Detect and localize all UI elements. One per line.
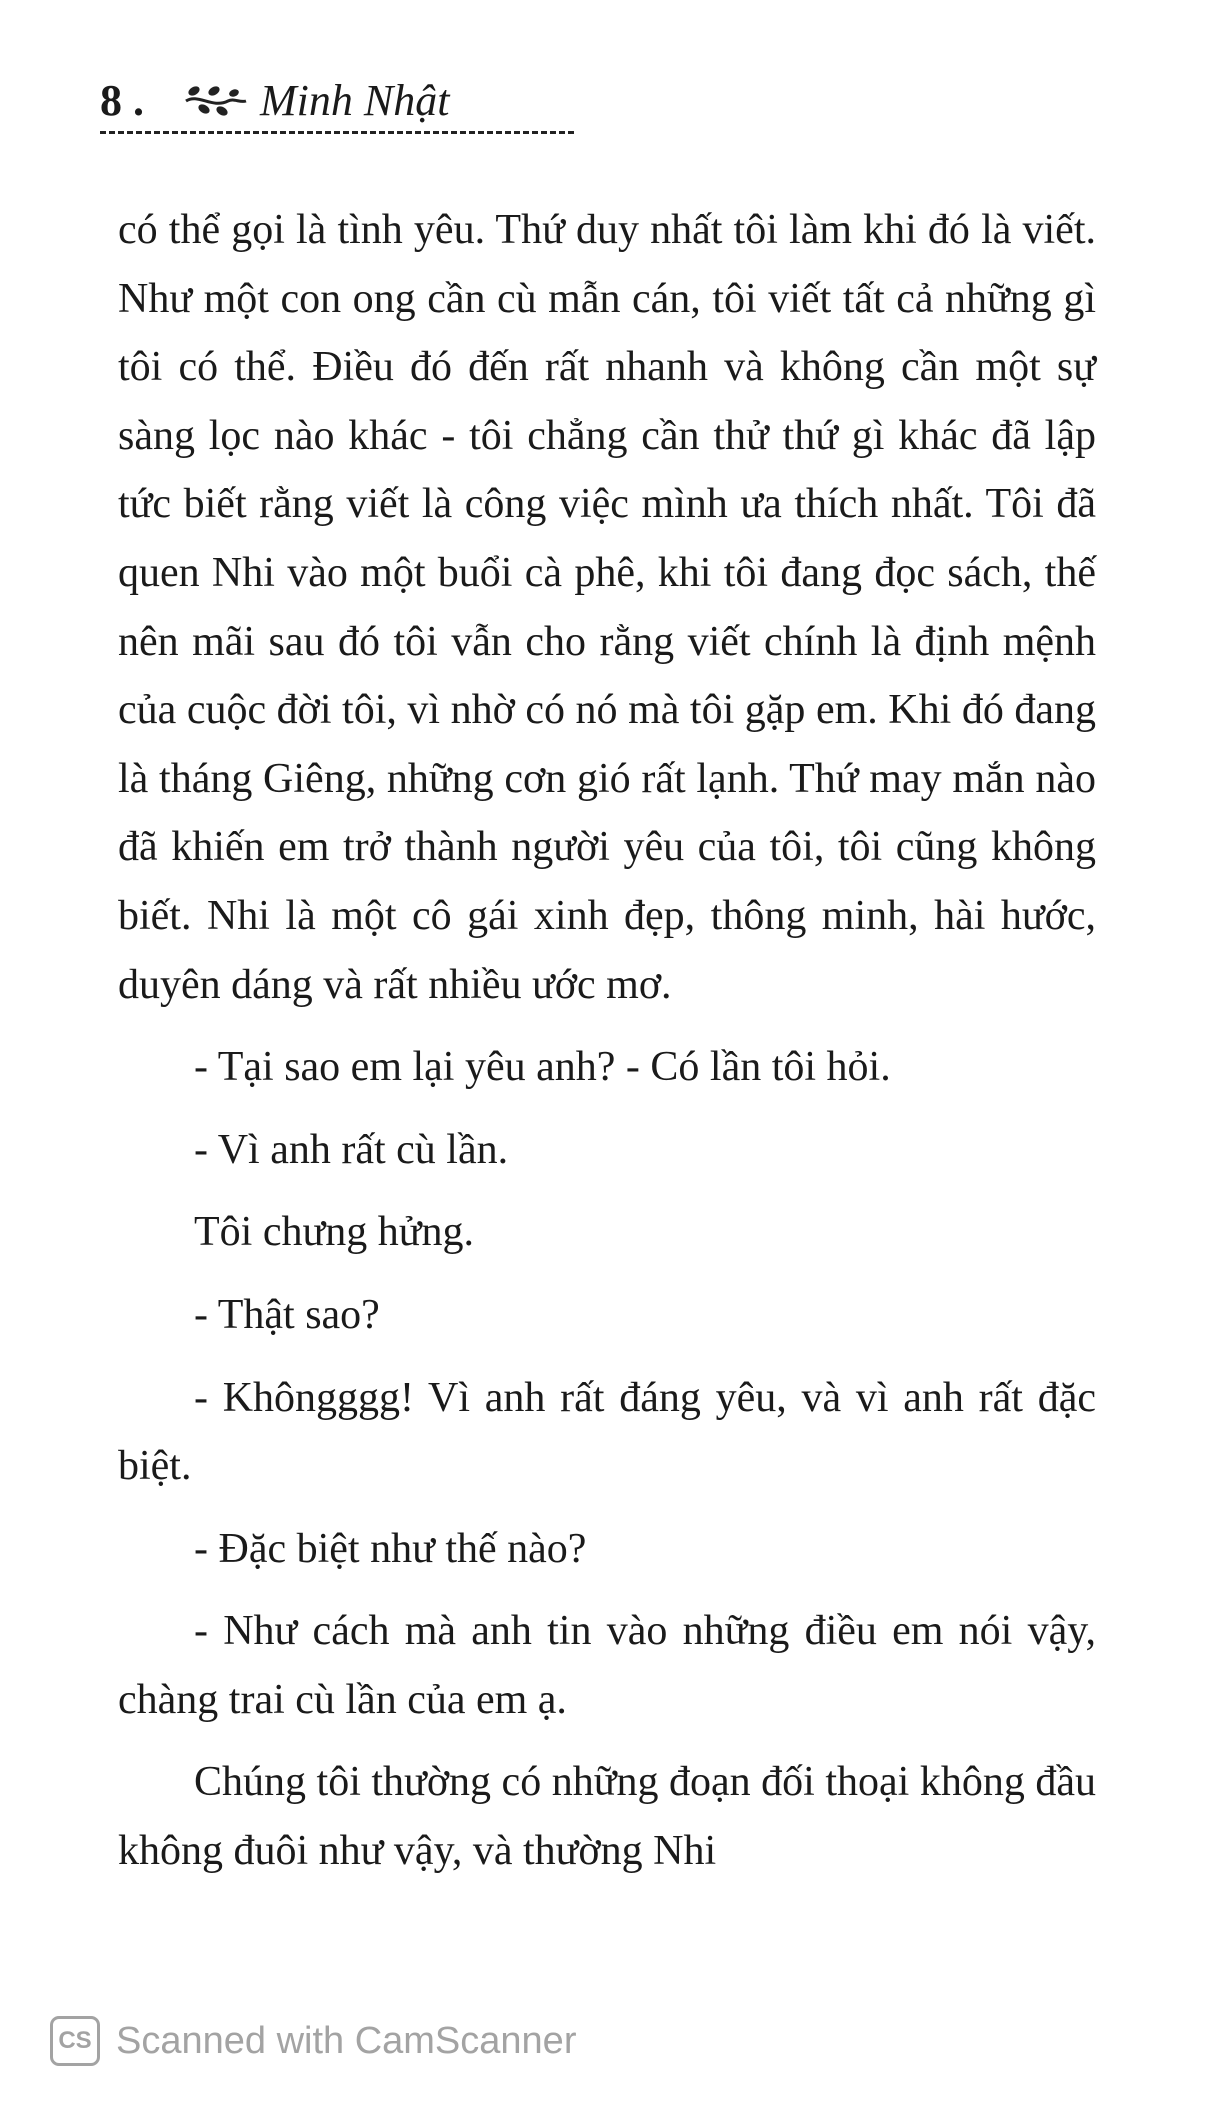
leaf-ornament-icon	[182, 79, 248, 123]
paragraph: có thể gọi là tình yêu. Thứ duy nhất tôi làm khi đó là viết. Như một con ong cần cù mẫn cán, tôi viết tất cả những gì tôi có thể. Điều đó đến rất nhanh và không cần một sự sàng lọc nào khác - tôi chẳng cần thử thứ gì khác đã lập tức biết rằng viết là công việc mình ưa thích nhất. Tôi đã quen Nhi vào một buổi cà phê, khi tôi đang đọc sách, thế nên mãi sau đó tôi vẫn cho rằng viết chính là định mệnh của cuộc đời tôi, vì nhờ có nó mà tôi gặp em. Khi đó đang là tháng Giêng, những cơn gió rất lạnh. Thứ may mắn nào đã khiến em trở thành người yêu của tôi, tôi cũng không biết. Nhi là một cô gái xinh đẹp, thông minh, hài hước, duyên dáng và rất nhiều ước mơ.	[118, 207, 1096, 1008]
author-name: Minh Nhật	[260, 76, 450, 125]
running-header	[100, 70, 574, 134]
paragraph: Tôi chưng hửng.	[194, 1209, 474, 1256]
dialogue-line: - Khôngggg! Vì anh rất đáng yêu, và vì anh rất đặc biệt.	[118, 1374, 1096, 1490]
dialogue-line: - Thật sao?	[194, 1291, 380, 1338]
dialogue-line: - Vì anh rất cù lần.	[194, 1126, 509, 1173]
camscanner-logo-icon: CS	[50, 2016, 100, 2066]
paragraph: Chúng tôi thường có những đoạn đối thoại không đầu không đuôi như vậy, và thường Nhi	[118, 1759, 1096, 1875]
dialogue-line: - Đặc biệt như thế nào?	[194, 1525, 587, 1572]
dialogue-line: - Tại sao em lại yêu anh? - Có lần tôi hỏi.	[194, 1044, 891, 1091]
dialogue-line: - Như cách mà anh tin vào những điều em nói vậy, chàng trai cù lần của em ạ.	[118, 1608, 1096, 1723]
page-number: 8 .	[100, 76, 144, 125]
page-body	[118, 196, 1096, 1886]
watermark-text: Scanned with CamScanner	[116, 2019, 577, 2062]
scanner-watermark	[50, 2016, 576, 2066]
